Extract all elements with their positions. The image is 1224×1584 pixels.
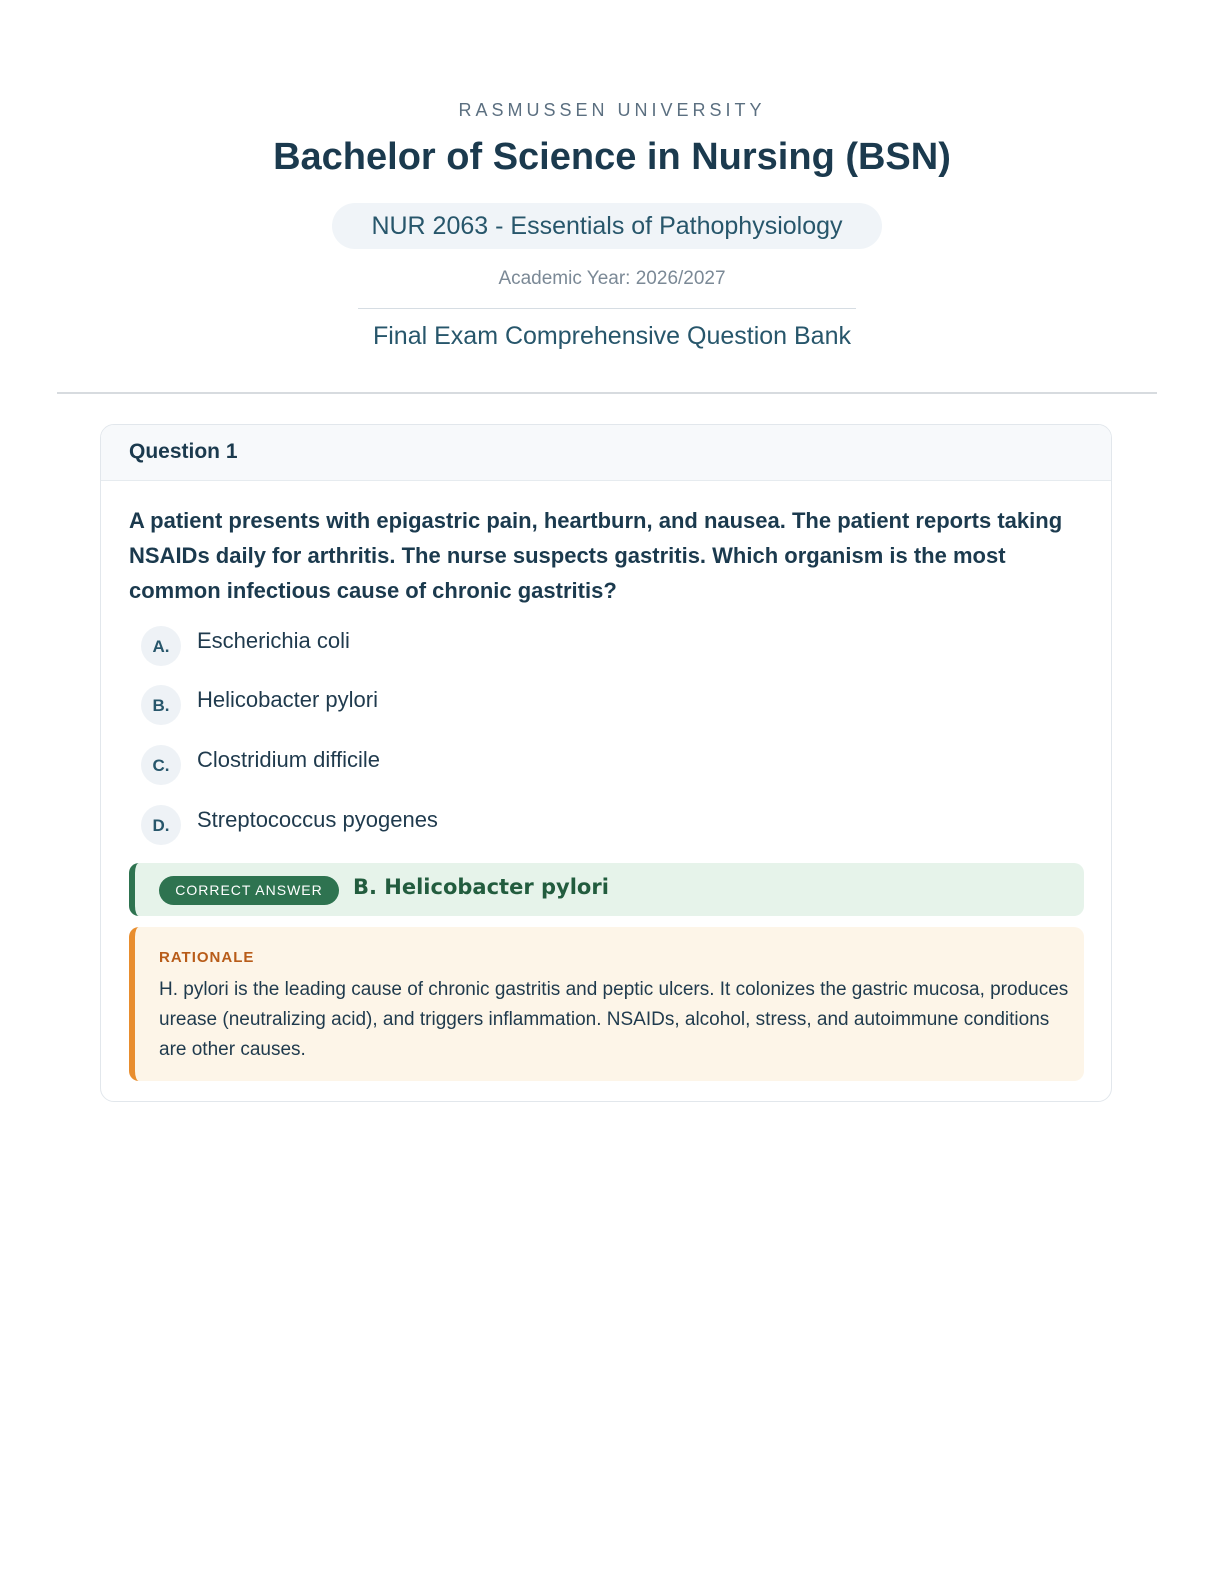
- question-card-header: [101, 425, 1112, 481]
- program-title: Bachelor of Science in Nursing (BSN): [273, 136, 951, 178]
- option-text: Escherichia coli: [197, 628, 350, 653]
- option-letter: D.: [141, 805, 181, 845]
- option-d: [141, 804, 1041, 846]
- option-c: [141, 744, 1041, 786]
- course-title-badge: NUR 2063 - Essentials of Pathophysiology: [332, 203, 882, 249]
- institution-name: RASMUSSEN UNIVERSITY: [458, 100, 766, 120]
- rationale-text: H. pylori is the leading cause of chronic gastritis and peptic ulcers. It colonizes the gastric mucosa, produces urease (neutralizing acid), and triggers inflammation. NSAIDs, alcohol, stress, and autoimmune conditions are other causes.: [159, 979, 1069, 1060]
- rationale-box: [129, 927, 1084, 1081]
- correct-answer-text: B. Helicobacter pylori: [353, 875, 609, 899]
- page-divider: [57, 392, 1157, 394]
- correct-answer-badge: CORRECT ANSWER: [159, 876, 339, 905]
- question-number: Question 1: [129, 440, 238, 463]
- header-divider: [358, 308, 856, 309]
- option-letter: C.: [141, 745, 181, 785]
- question-card: [100, 424, 1112, 1102]
- academic-year: Academic Year: 2026/2027: [498, 268, 726, 289]
- option-a: [141, 625, 1041, 667]
- question-stem: A patient presents with epigastric pain, heartburn, and nausea. The patient reports taking NSAIDs daily for arthritis. The nurse suspects gastritis. Which organism is the most common infectious cause of chronic gastritis?: [129, 508, 1063, 603]
- option-b: [141, 684, 1041, 726]
- option-letter: A.: [141, 626, 181, 666]
- correct-answer-box: [129, 863, 1084, 916]
- option-text: Helicobacter pylori: [197, 687, 378, 712]
- option-text: Clostridium difficile: [197, 747, 380, 772]
- exam-title: Final Exam Comprehensive Question Bank: [372, 322, 851, 350]
- option-text: Streptococcus pyogenes: [197, 807, 438, 832]
- rationale-label: RATIONALE: [159, 949, 255, 966]
- option-letter: B.: [141, 685, 181, 725]
